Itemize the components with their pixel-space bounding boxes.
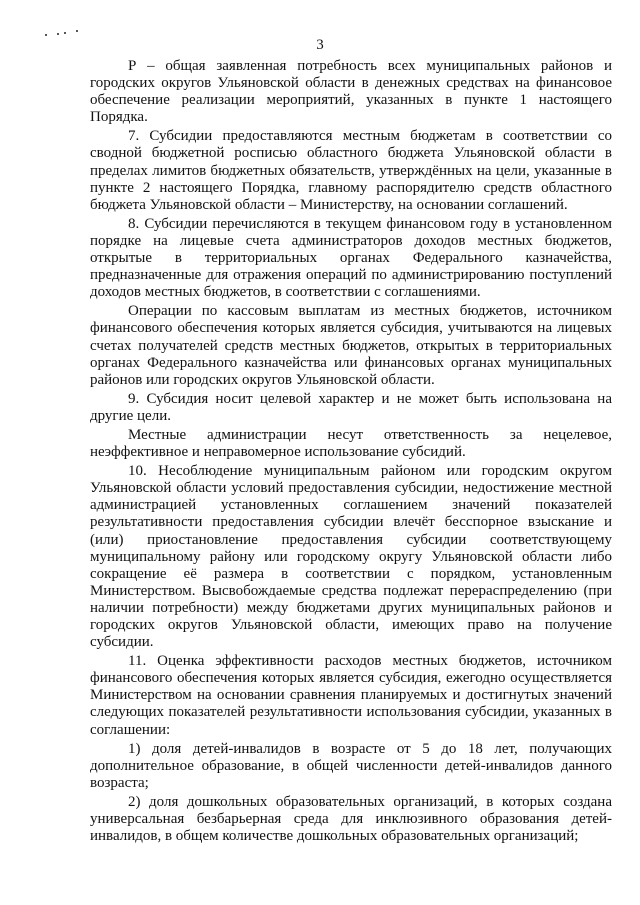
paragraph-8-operations: Операции по кассовым выплатам из местных бюджетов, источником финансового обеспечения которых является субсидия, учитываются на лицевых счетах получателей средств местных бюджетов, открытых в территориальных органах Федерального казначейства или финансовых органах муниципальных районов или городских округов Ульяновской области. bbox=[90, 303, 612, 388]
page-number: 3 bbox=[316, 37, 324, 53]
paragraph-11: 11. Оценка эффективности расходов местных бюджетов, источником финансового обеспечения которых является субсидия, ежегодно осуществляется Министерством на основании сравнения планируемых и достигнутых значений следующих показателей результативности использования субсидии, указанных в соглашении: bbox=[90, 653, 612, 738]
list-item-1: 1) доля детей-инвалидов в возрасте от 5 до 18 лет, получающих дополнительное образование, в общей численности детей-инвалидов данного возраста; bbox=[90, 740, 612, 791]
list-item-2: 2) доля дошкольных образовательных организаций, в которых создана универсальная безбарьерная среда для инклюзивного образования детей-инвалидов, в общем количестве дошкольных образовательных организаций; bbox=[90, 793, 612, 845]
paragraph-9: 9. Субсидия носит целевой характер и не может быть использована на другие цели. bbox=[90, 390, 612, 424]
paragraph-formula-p: Р – общая заявленная потребность всех муниципальных районов и городских округов Ульяновской области в денежных средствах на финансовое обеспечение реализации мероприятий, указанных в пункте 1 настоящего Порядка. bbox=[90, 58, 612, 126]
paragraph-10: 10. Несоблюдение муниципальным районом или городским округом Ульяновской области условий предоставления субсидии, недостижение местной администрацией установленных соглашением значений показателей результативности предоставления субсидии влечёт бесспорное взыскание и (или) приостановление предоставления субсидии соответствующему муниципальному району или городскому округу Ульяновской области либо сокращение её размера в соответствии с порядком, установленным Министерством. Высвобождаемые средства подлежат перераспределению (при наличии потребности) между бюджетами других муниципальных районов и городских округов Ульяновской области, имеющих право на получение субсидии. bbox=[90, 463, 612, 651]
paragraph-9-responsibility: Местные администрации несут ответственность за нецелевое, неэффективное и неправомерное использование субсидий. bbox=[90, 426, 612, 461]
paragraph-8: 8. Субсидии перечисляются в текущем финансовом году в установленном порядке на лицевые счета администраторов доходов местных бюджетов, открытые в территориальных органах Федерального казначейства, предназначенные для отражения операций по администрированию поступлений доходов местных бюджетов, в соответствии с соглашениями. bbox=[90, 215, 612, 301]
document-body bbox=[90, 58, 612, 845]
paragraph-7: 7. Субсидии предоставляются местным бюджетам в соответствии со сводной бюджетной росписью областного бюджета Ульяновской области в пределах лимитов бюджетных обязательств, утверждённых на цели, указанные в пункте 2 настоящего Порядка, главному распорядителю средств областного бюджета Ульяновской области – Министерству, на основании соглашений. bbox=[90, 128, 612, 213]
